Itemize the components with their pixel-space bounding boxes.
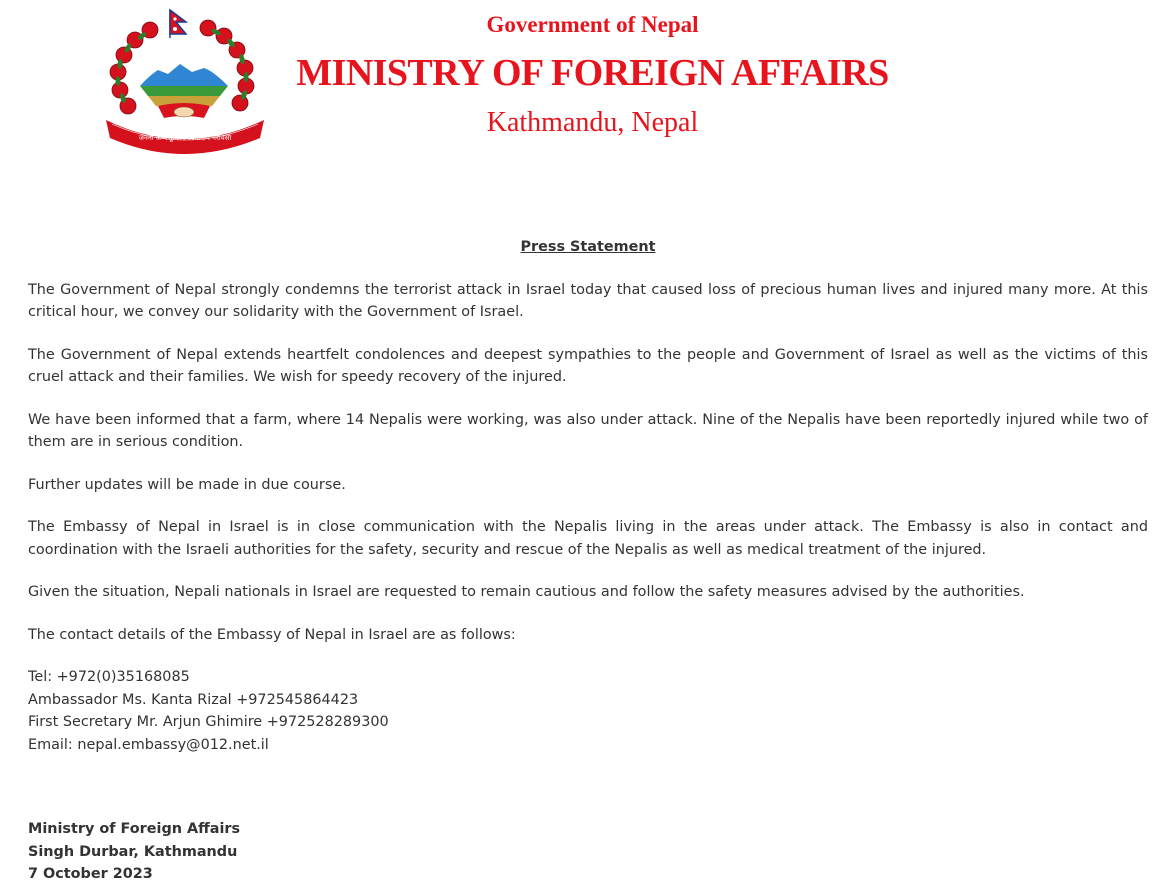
city-heading: Kathmandu, Nepal — [486, 107, 699, 138]
signature-date: 7 October 2023 — [28, 866, 153, 882]
contact-first-secretary: First Secretary Mr. Arjun Ghimire +972528289300 — [28, 714, 389, 730]
signature-location: Singh Durbar, Kathmandu — [28, 843, 238, 860]
document-title: Press Statement — [520, 239, 656, 255]
paragraph-updates: Further updates will be made in due course. — [28, 476, 346, 493]
ministry-heading: MINISTRY OF FOREIGN AFFAIRS — [296, 52, 889, 94]
press-statement-body — [28, 236, 1148, 756]
signature-block — [28, 818, 240, 886]
nepal-flag-icon — [170, 10, 186, 38]
contact-tel: Tel: +972(0)35168085 — [28, 669, 190, 685]
mountain-icon — [140, 48, 228, 106]
contact-ambassador: Ambassador Ms. Kanta Rizal +972545864423 — [28, 691, 359, 708]
motto-ribbon — [106, 120, 264, 154]
emblem-motto: जननी जन्मभूमिश्च स्वर्गादपि गरीयसी — [138, 134, 232, 142]
contact-email: Email: nepal.embassy@012.net.il — [28, 736, 269, 753]
contact-list — [28, 666, 1148, 756]
handshake-icon — [158, 103, 210, 118]
paragraph-embassy: The Embassy of Nepal in Israel is in close communication with the Nepalis living in the areas under attack. The Embassy is also in contact and coordination with the Israeli authorities for the safety, security and rescue of the Nepalis as well as medical treatment of the injured. — [28, 519, 1148, 558]
nepal-emblem — [100, 8, 270, 158]
signature-office: Ministry of Foreign Affairs — [28, 821, 241, 837]
government-heading: Government of Nepal — [486, 12, 699, 37]
paragraph-caution: Given the situation, Nepali nationals in Israel are requested to remain cautious and follow the safety measures advised by the authorities. — [28, 584, 1025, 600]
paragraph-contacts-intro: The contact details of the Embassy of Nepal in Israel are as follows: — [28, 626, 516, 643]
paragraph-condolences: The Government of Nepal extends heartfelt condolences and deepest sympathies to the people and Government of Israel as well as the victims of this cruel attack and their families. We wish for speedy recovery of the injured. — [28, 346, 1148, 385]
paragraph-farm-attack: We have been informed that a farm, where 14 Nepalis were working, was also under attack. Nine of the Nepalis have been reportedly injured while two of them are in serious condition. — [28, 411, 1148, 450]
paragraph-condemnation: The Government of Nepal strongly condemns the terrorist attack in Israel today that caused loss of precious human lives and injured many more. At this critical hour, we convey our solidarity with the Government of Israel. — [28, 281, 1148, 320]
